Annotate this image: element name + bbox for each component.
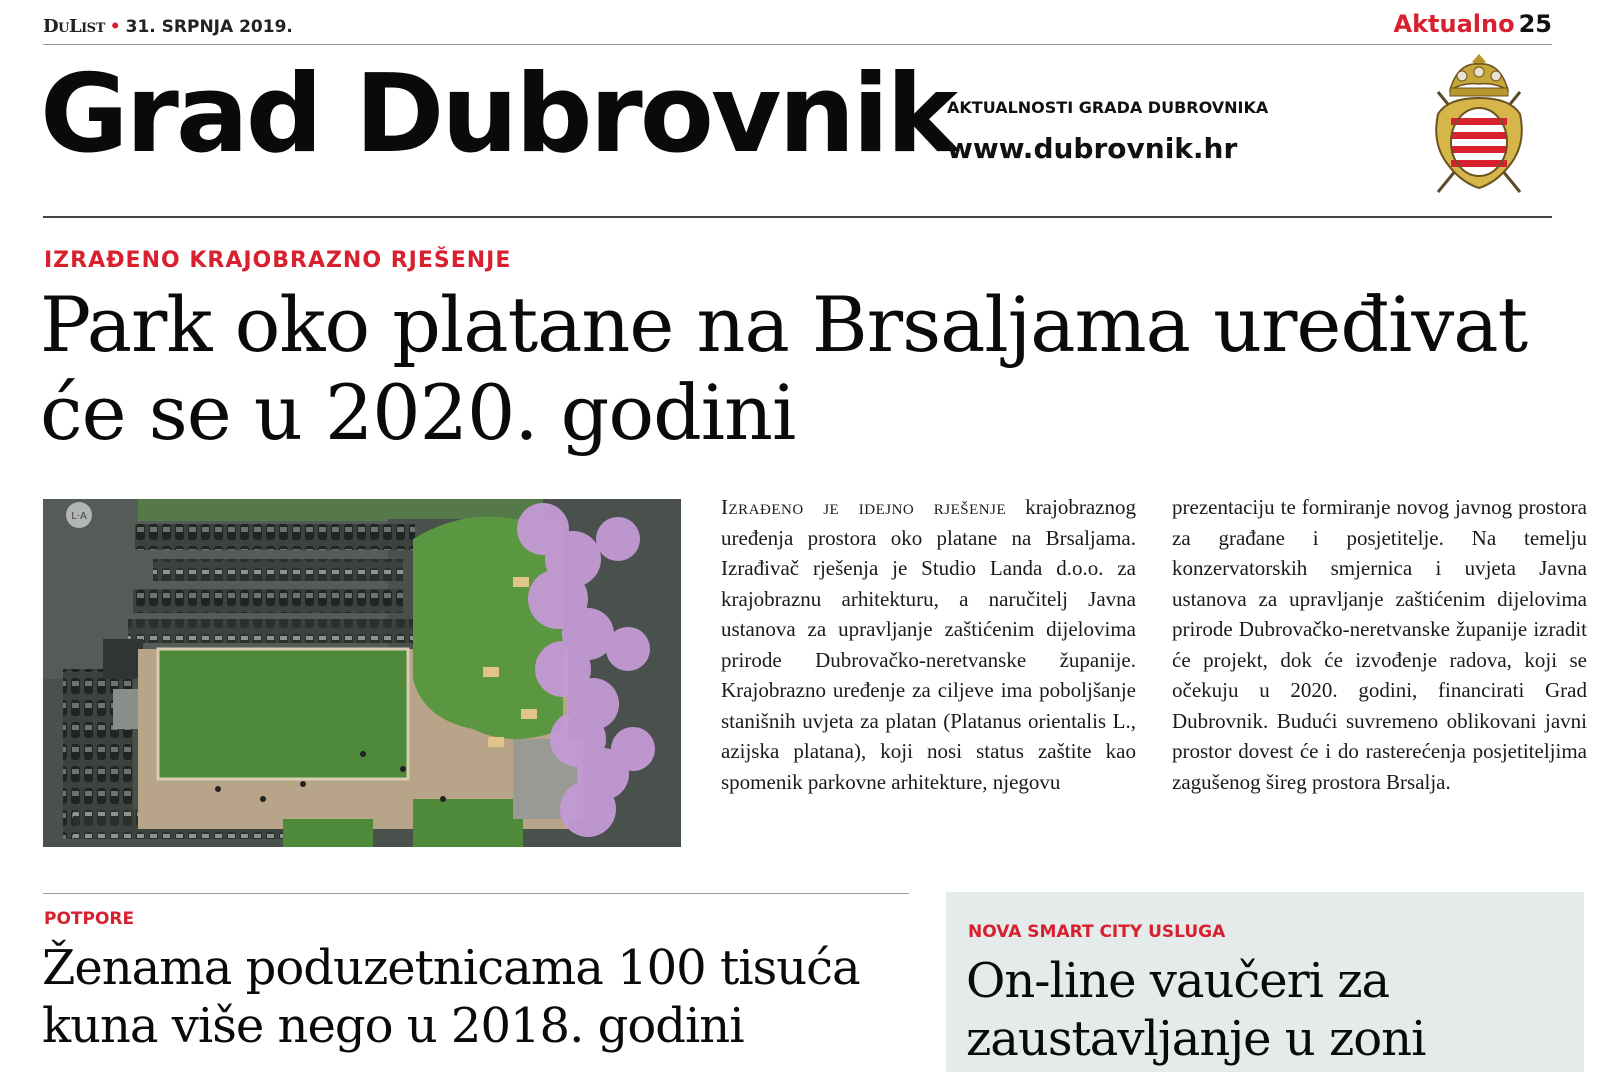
- separator-dot: •: [109, 17, 121, 37]
- issue-date: 31. SRPNJA 2019.: [125, 17, 293, 37]
- photo-watermark: L·A: [71, 511, 87, 522]
- masthead-title: Grad Dubrovnik: [40, 52, 956, 177]
- park-rendering-image: [43, 499, 681, 847]
- article2-kicker: POTPORE: [44, 909, 135, 929]
- coat-of-arms-icon: [1428, 52, 1530, 202]
- article-body-col1: krajobraznog uređenja prostora oko platane na Brsaljama. Izrađivač rješenja je Studio Landa d.o.o. za krajobraznu arhitekturu, a naručitelj Javna ustanova za upravljanje zaštićenim dijelovima prirode Dubrovačko-neretvanske županije. Krajobrazno uređenje za ciljeve ima poboljšanje stanišnih uvjeta za platan (Platanus orientalis L., azijska platana), koji nosi status zaštite kao spomenik parkovne arhitekture, njegovu: [721, 495, 1136, 794]
- publication-info: [43, 16, 293, 37]
- article-column-2: [1172, 492, 1587, 797]
- article-body-col2: prezentaciju te formiranje novog javnog prostora za građane i posjetitelje. Na temelju konzervatorskih smjernica i uvjeta Javna ustanova za upravljanje zaštićenim dijelovima prirode Dubrovačko-neretvanske županije izradit će projekt, dok će izvođenje radova, koji se očekuju u 2020. godini, financirati Grad Dubrovnik. Budući suvremeno oblikovani javni prostor dovest će i do rasterećenja posjetiteljima zagušenog šireg prostora Brsalja.: [1172, 495, 1587, 794]
- paper-name: DuList: [43, 16, 105, 37]
- article3-kicker: NOVA SMART CITY USLUGA: [968, 922, 1226, 942]
- masthead-website[interactable]: www.dubrovnik.hr: [947, 132, 1238, 165]
- page-header: [43, 10, 1552, 45]
- article2-headline: Ženama poduzetnicama 100 tisuća kuna više nego u 2018. godini: [42, 940, 860, 1054]
- article-column-1: [721, 492, 1136, 797]
- masthead-tagline: AKTUALNOSTI GRADA DUBROVNIKA: [947, 98, 1269, 117]
- article3-box: [946, 892, 1584, 1072]
- article-lead-in: Izrađeno je idejno rješenje: [721, 495, 1007, 519]
- main-article-kicker: IZRAĐENO KRAJOBRAZNO RJEŠENJE: [44, 248, 512, 273]
- section-name: Aktualno: [1393, 10, 1515, 38]
- main-article-headline: Park oko platane na Brsaljama uređivat će se u 2020. godini: [40, 280, 1528, 457]
- section-divider: [43, 893, 909, 894]
- page-number: 25: [1518, 10, 1552, 38]
- section-info: [1394, 10, 1553, 38]
- article3-headline: On-line vaučeri za zaustavljanje u zoni: [966, 953, 1426, 1067]
- header-divider: [43, 216, 1552, 218]
